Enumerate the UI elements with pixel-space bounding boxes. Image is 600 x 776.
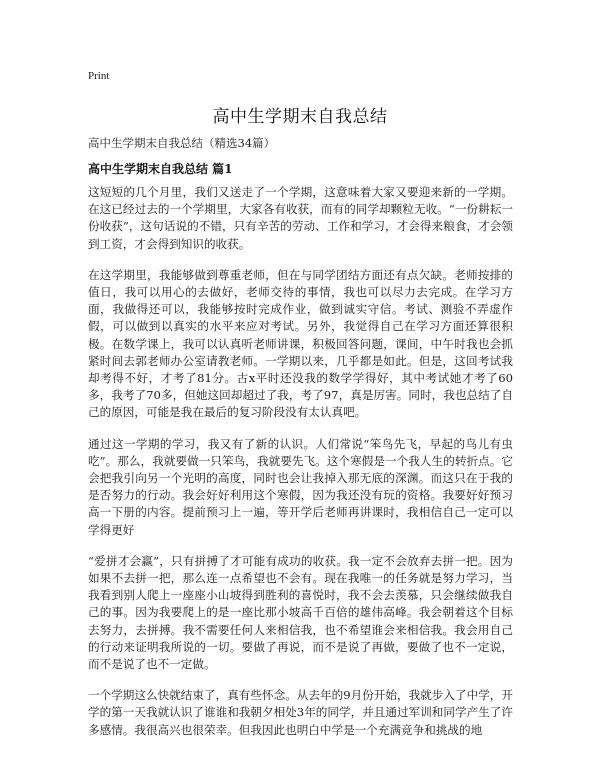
page-title: 高中生学期末自我总结	[212, 107, 388, 127]
document-subtitle: 高中生学期末自我总结（精选34篇）	[88, 136, 276, 150]
paragraph-3: 通过这一学期的学习，我又有了新的认识。人们常说“笨鸟先飞，早起的鸟儿有虫吃”。那么，我就要做一只笨鸟，我就要先飞。这个寒假是一个我人生的转折点。它会把我引向另一个光明的高度，同时也会让我掉入那无底的深渊。而这只在于我的是否努力的行动。我会好好利用这个寒假，因为我还没有玩的资格。我要好好预习高一下册的内容。提前预习上一遍，等开学后老师再讲课时，我相信自己一定可以学得更好	[88, 436, 513, 537]
paragraph-5: 一个学期这么快就结束了，真有些怀念。从去年的9月份开始，我就步入了中学，开学的第一天我就认识了谁谁和我朝夕相处3年的同学，并且通过军训和同学产生了许多感情。我很高兴也很荣幸。但我因此也明白中学是一个充满竞争和挑战的地	[88, 688, 513, 737]
section-heading: 高中生学期末自我总结 篇1	[88, 162, 233, 176]
document-body	[88, 184, 513, 753]
paragraph-4: “爱拼才会赢”，只有拼搏了才可能有成功的收获。我一定不会放弃去拼一把。因为如果不去拼一把，那么连一点希望也不会有。现在我唯一的任务就是努力学习，当我看到别人爬上一座座小山坡得到胜利的喜悦时，我不会去羡慕，只会继续做我自己的事。因为我要爬上的是一座比那小坡高千百倍的雄伟高峰。我会朝着这个目标去努力，去拼搏。我不需要任何人来相信我，也不希望谁会来相信我。我会用自己的行动来证明我所说的一切。要做了再说，而不是说了再做，要做了也不一定说，而不是说了也不一定做。	[88, 553, 513, 672]
paragraph-2: 在这学期里，我能够做到尊重老师，但在与同学团结方面还有点欠缺。老师按排的值日，我可以用心的去做好，老师交待的事情，我也可以尽力去完成。在学习方面，我做得还可以，我能够按时完成作业，做到诚实守信。考试、测验不弄虚作假，可以做到以真实的水平来应对考试。另外，我觉得自己在学习方面还算很积极。在数学课上，我可以认真听老师讲课，积极回答问题，课间，中午时我也会抓紧时间去郭老师办公室请教老师。一学期以来，几乎都是如此。但是，这回考试我却考得不好，才考了81分。古x平时还没我的数学学得好，其中考试她才考了60多，我考了70多，但她这回却超过了我，考了97，真是厉害。同时，我也总结了自己的原因，可能是我在最后的复习阶段没有太认真吧。	[88, 267, 513, 420]
paragraph-1: 这短短的几个月里，我们又送走了一个学期，这意味着大家又要迎来新的一学期。在这已经过去的一个学期里，大家各有收获，而有的同学却颗粒无收。“一份耕耘一份收获”，这句话说的不错，只有辛苦的劳动、工作和学习，才会得来粮食，才会领到工资，才会得到知识的收获。	[88, 185, 513, 251]
print-label[interactable]: Print	[88, 70, 110, 82]
